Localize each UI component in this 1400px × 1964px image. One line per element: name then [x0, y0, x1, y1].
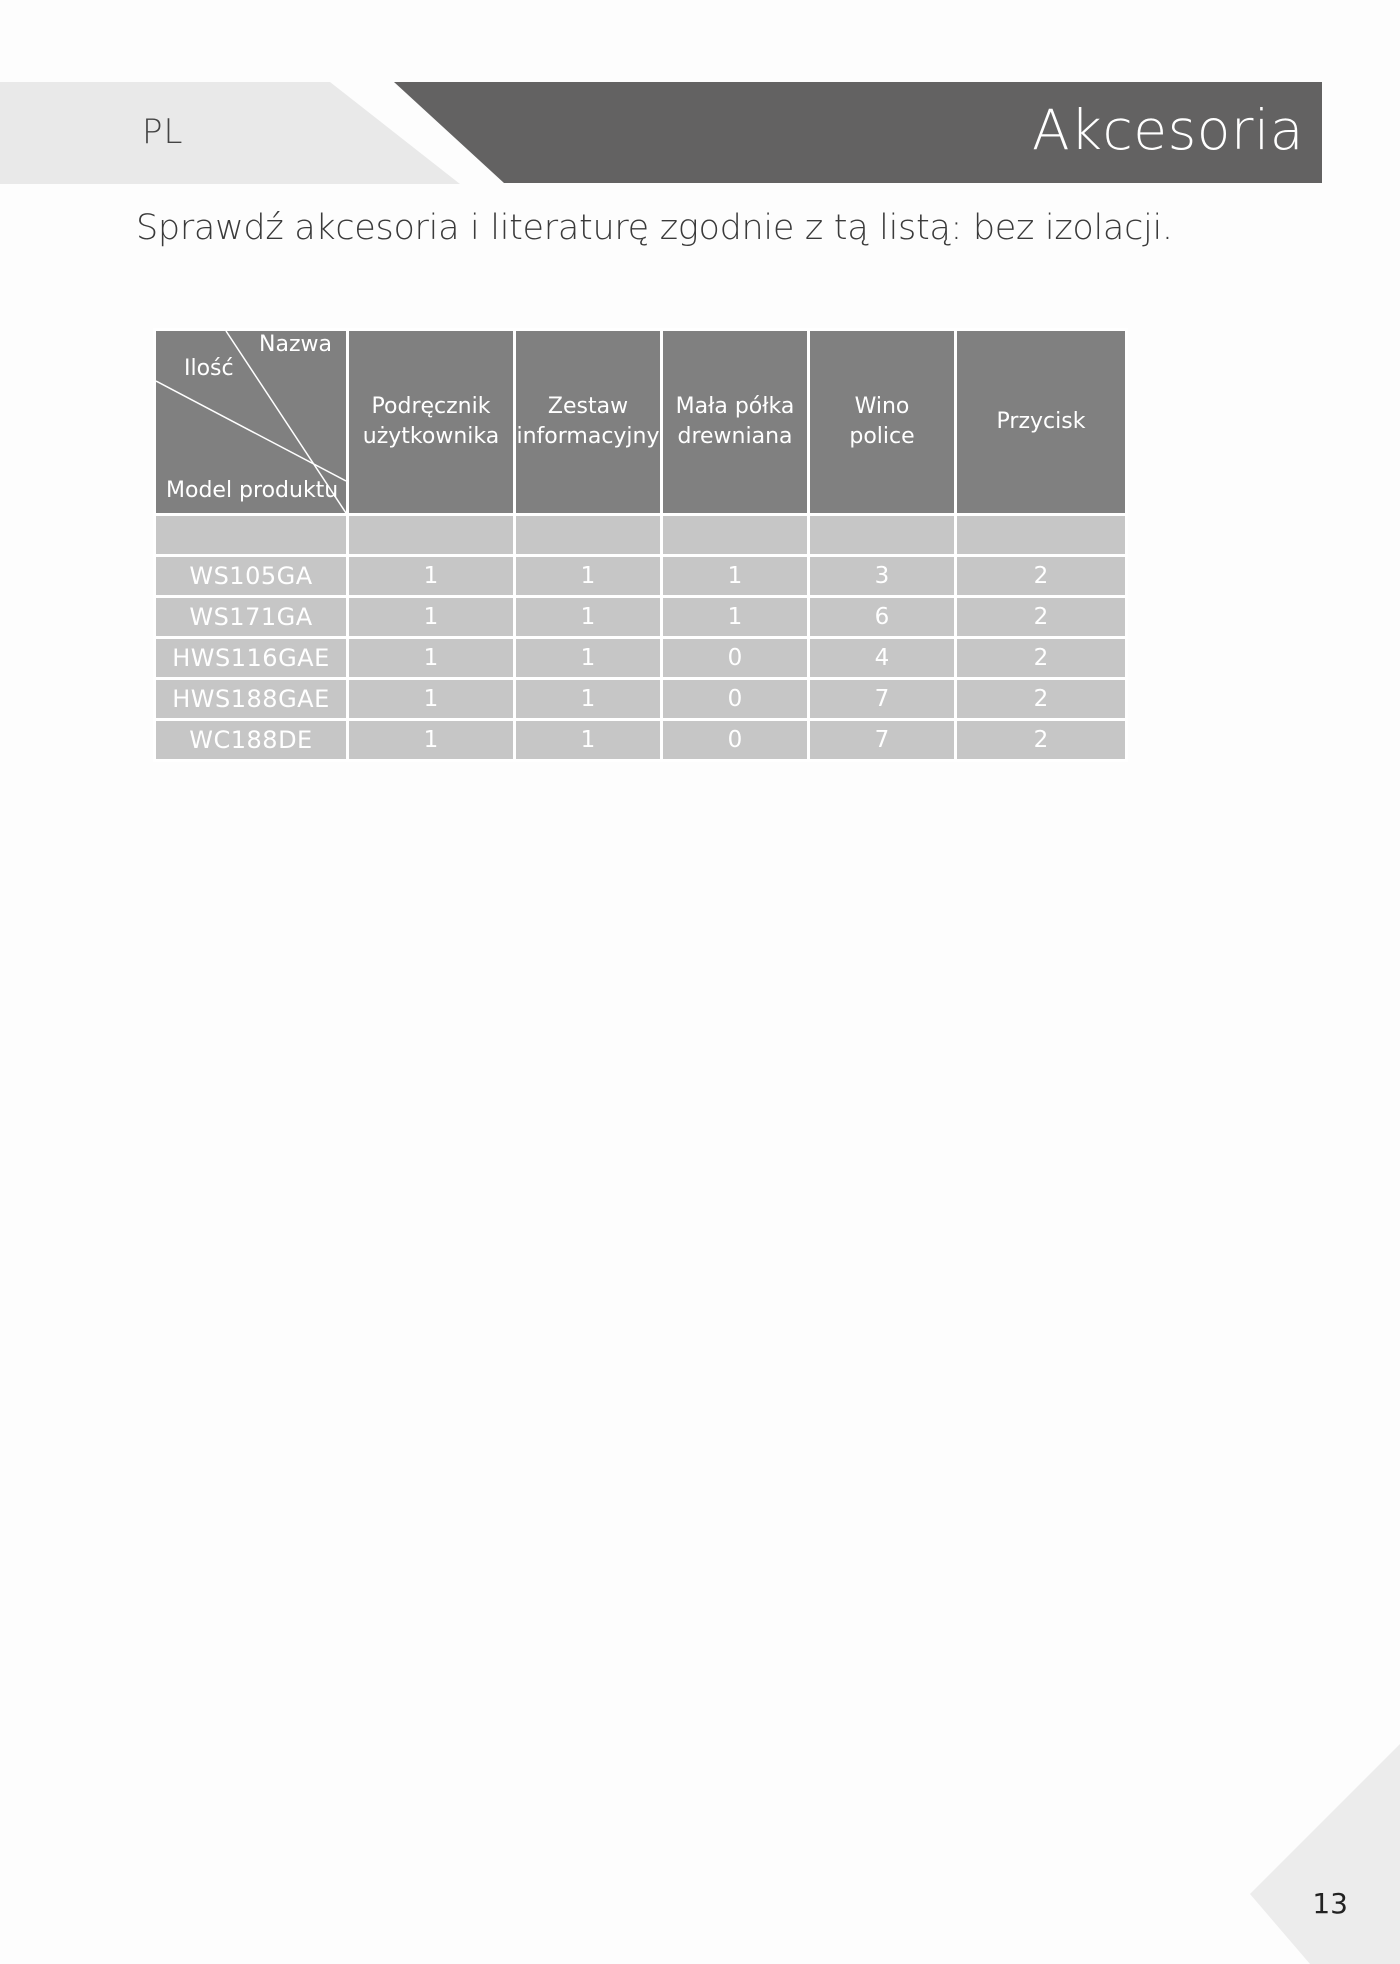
table-row — [156, 639, 1125, 677]
table-row — [156, 598, 1125, 636]
value-cell: 2 — [957, 557, 1125, 595]
corner-header-cell — [156, 331, 346, 513]
value-cell: 2 — [957, 639, 1125, 677]
column-header-line2: police — [849, 424, 915, 449]
model-cell: WC188DE — [156, 721, 346, 759]
column-header-wooden-shelf — [663, 331, 807, 513]
value-cell: 1 — [663, 598, 807, 636]
column-header-line1: Mała półka — [675, 394, 795, 419]
column-header-line1: Zestaw — [547, 394, 629, 419]
column-header-line2: informacyjny — [516, 424, 660, 449]
column-header-line2: drewniana — [677, 424, 793, 449]
column-header-user-manual — [349, 331, 513, 513]
value-cell: 0 — [663, 721, 807, 759]
page-number: 13 — [1312, 1887, 1348, 1920]
column-header-line1: Wino — [854, 394, 910, 419]
value-cell: 1 — [349, 557, 513, 595]
value-cell: 1 — [349, 639, 513, 677]
header-language-tab — [0, 82, 460, 184]
value-cell: 0 — [663, 639, 807, 677]
value-cell: 2 — [957, 680, 1125, 718]
value-cell: 4 — [810, 639, 954, 677]
corner-model-label: Model produktu — [166, 478, 339, 503]
header-spacer — [156, 516, 1125, 554]
column-header-info-kit — [516, 331, 660, 513]
model-cell: WS171GA — [156, 598, 346, 636]
table-header-row — [156, 331, 1125, 513]
value-cell: 1 — [663, 557, 807, 595]
model-cell: WS105GA — [156, 557, 346, 595]
value-cell: 1 — [349, 721, 513, 759]
value-cell: 0 — [663, 680, 807, 718]
value-cell: 1 — [516, 680, 660, 718]
model-cell: HWS188GAE — [156, 680, 346, 718]
table-row — [156, 557, 1125, 595]
value-cell: 1 — [516, 598, 660, 636]
column-header-button — [957, 331, 1125, 513]
value-cell: 2 — [957, 598, 1125, 636]
value-cell: 3 — [810, 557, 954, 595]
value-cell: 1 — [349, 598, 513, 636]
column-header-line2: użytkownika — [362, 424, 500, 449]
value-cell: 1 — [516, 721, 660, 759]
table-row — [156, 680, 1125, 718]
column-header-line1: Przycisk — [996, 409, 1086, 434]
accessories-table — [153, 328, 1128, 762]
column-header-wine-shelves — [810, 331, 954, 513]
corner-name-label: Nazwa — [259, 332, 332, 357]
value-cell: 2 — [957, 721, 1125, 759]
value-cell: 1 — [349, 680, 513, 718]
page-corner-fold — [1250, 1744, 1400, 1964]
value-cell: 7 — [810, 721, 954, 759]
model-cell: HWS116GAE — [156, 639, 346, 677]
value-cell: 6 — [810, 598, 954, 636]
section-title: Akcesoria — [1032, 98, 1304, 162]
value-cell: 7 — [810, 680, 954, 718]
table-row — [156, 721, 1125, 759]
language-label: PL — [142, 112, 184, 152]
column-header-line1: Podręcznik — [371, 394, 491, 419]
intro-text: Sprawdź akcesoria i literaturę zgodnie z tą listą: bez izolacji. — [136, 208, 1173, 248]
value-cell: 1 — [516, 557, 660, 595]
value-cell: 1 — [516, 639, 660, 677]
corner-quantity-label: Ilość — [184, 356, 234, 381]
